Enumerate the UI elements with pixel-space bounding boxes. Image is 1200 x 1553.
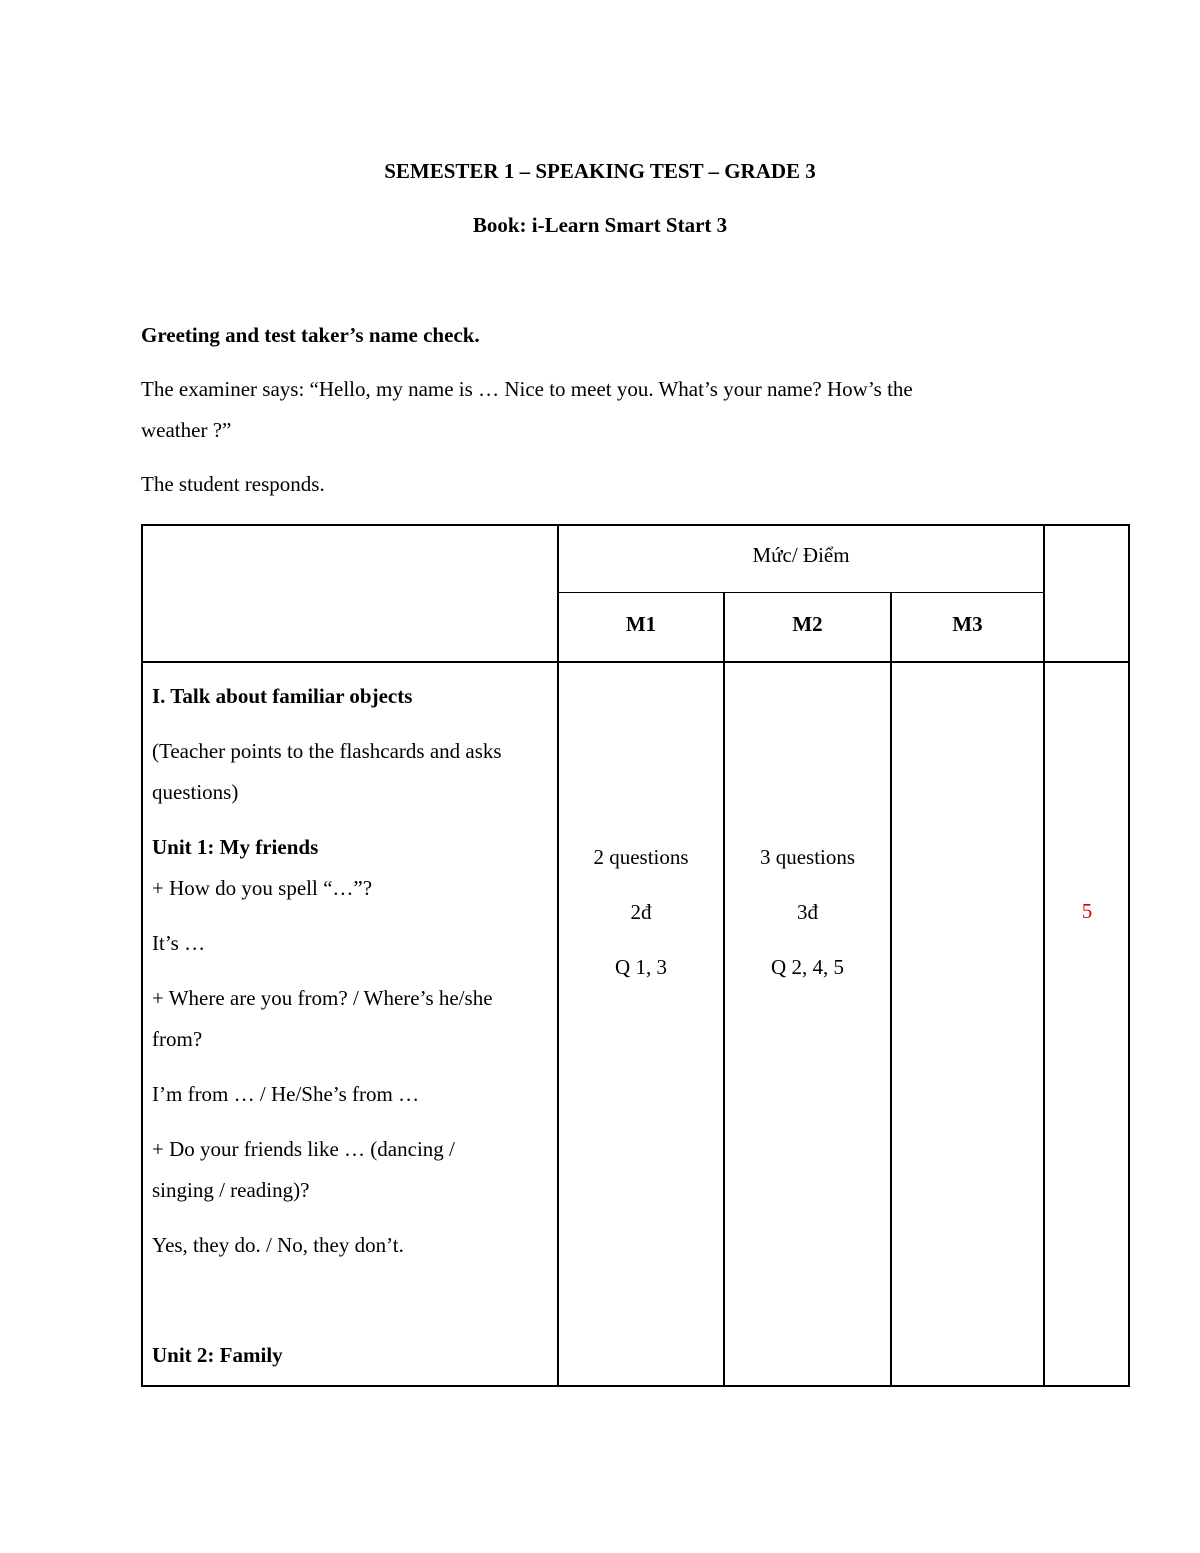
m3-question-numbers <box>891 953 1044 1008</box>
examiner-line-1: The examiner says: “Hello, my name is … Nice to meet you. What’s your name? How’s the <box>141 377 913 401</box>
m1-points: 2đ <box>630 900 652 924</box>
examiner-instruction <box>141 369 1041 451</box>
m3-score-cell <box>891 843 1044 1008</box>
m2-points: 3đ <box>797 900 818 924</box>
table-border-top <box>141 524 1130 526</box>
answer-1: It’s … <box>152 931 206 955</box>
m1-question-numbers: Q 1, 3 <box>615 955 667 979</box>
m1-score-cell <box>558 843 724 1008</box>
m3-question-count <box>891 843 1044 898</box>
instruction-line-1: (Teacher points to the flashcards and asks <box>152 739 502 763</box>
answer-3: Yes, they do. / No, they don’t. <box>152 1233 404 1257</box>
student-response-note: The student responds. <box>141 472 325 496</box>
m1-question-count: 2 questions <box>593 845 689 869</box>
m2-question-count: 3 questions <box>759 845 856 869</box>
table-border-bottom <box>141 1385 1130 1387</box>
header-m3: M3 <box>952 612 983 636</box>
header-m1: M1 <box>625 612 657 636</box>
header-level-score: Mức/ Điểm <box>752 543 850 567</box>
table-border-left <box>141 524 143 1387</box>
question-2-line-1: + Where are you from? / Where’s he/she <box>152 986 493 1010</box>
m2-question-numbers: Q 2, 4, 5 <box>771 955 844 979</box>
table-line-header-bottom <box>141 661 1130 663</box>
question-3-line-2: singing / reading)? <box>152 1178 310 1202</box>
greeting-heading: Greeting and test taker’s name check. <box>141 323 480 347</box>
page-title: SEMESTER 1 – SPEAKING TEST – GRADE 3 <box>384 159 816 183</box>
m2-score-cell <box>724 843 891 1008</box>
book-title: Book: i-Learn Smart Start 3 <box>472 213 728 237</box>
table-border-right <box>1128 524 1130 1387</box>
section-content-cell <box>152 676 552 1376</box>
instruction-line-2: questions) <box>152 780 239 804</box>
m3-points <box>891 898 1044 953</box>
table-line-header-split <box>557 592 1045 593</box>
unit2-title: Unit 2: Family <box>152 1343 283 1367</box>
unit1-title: Unit 1: My friends <box>152 835 319 859</box>
examiner-line-2: weather ?” <box>141 418 232 442</box>
section-title: I. Talk about familiar objects <box>152 684 413 708</box>
question-3-line-1: + Do your friends like … (dancing / <box>152 1137 455 1161</box>
header-m2: M2 <box>792 612 823 636</box>
total-score: 5 <box>1081 899 1093 923</box>
answer-2: I’m from … / He/She’s from … <box>152 1082 420 1106</box>
question-1: + How do you spell “…”? <box>152 876 373 900</box>
question-2-line-2: from? <box>152 1027 203 1051</box>
